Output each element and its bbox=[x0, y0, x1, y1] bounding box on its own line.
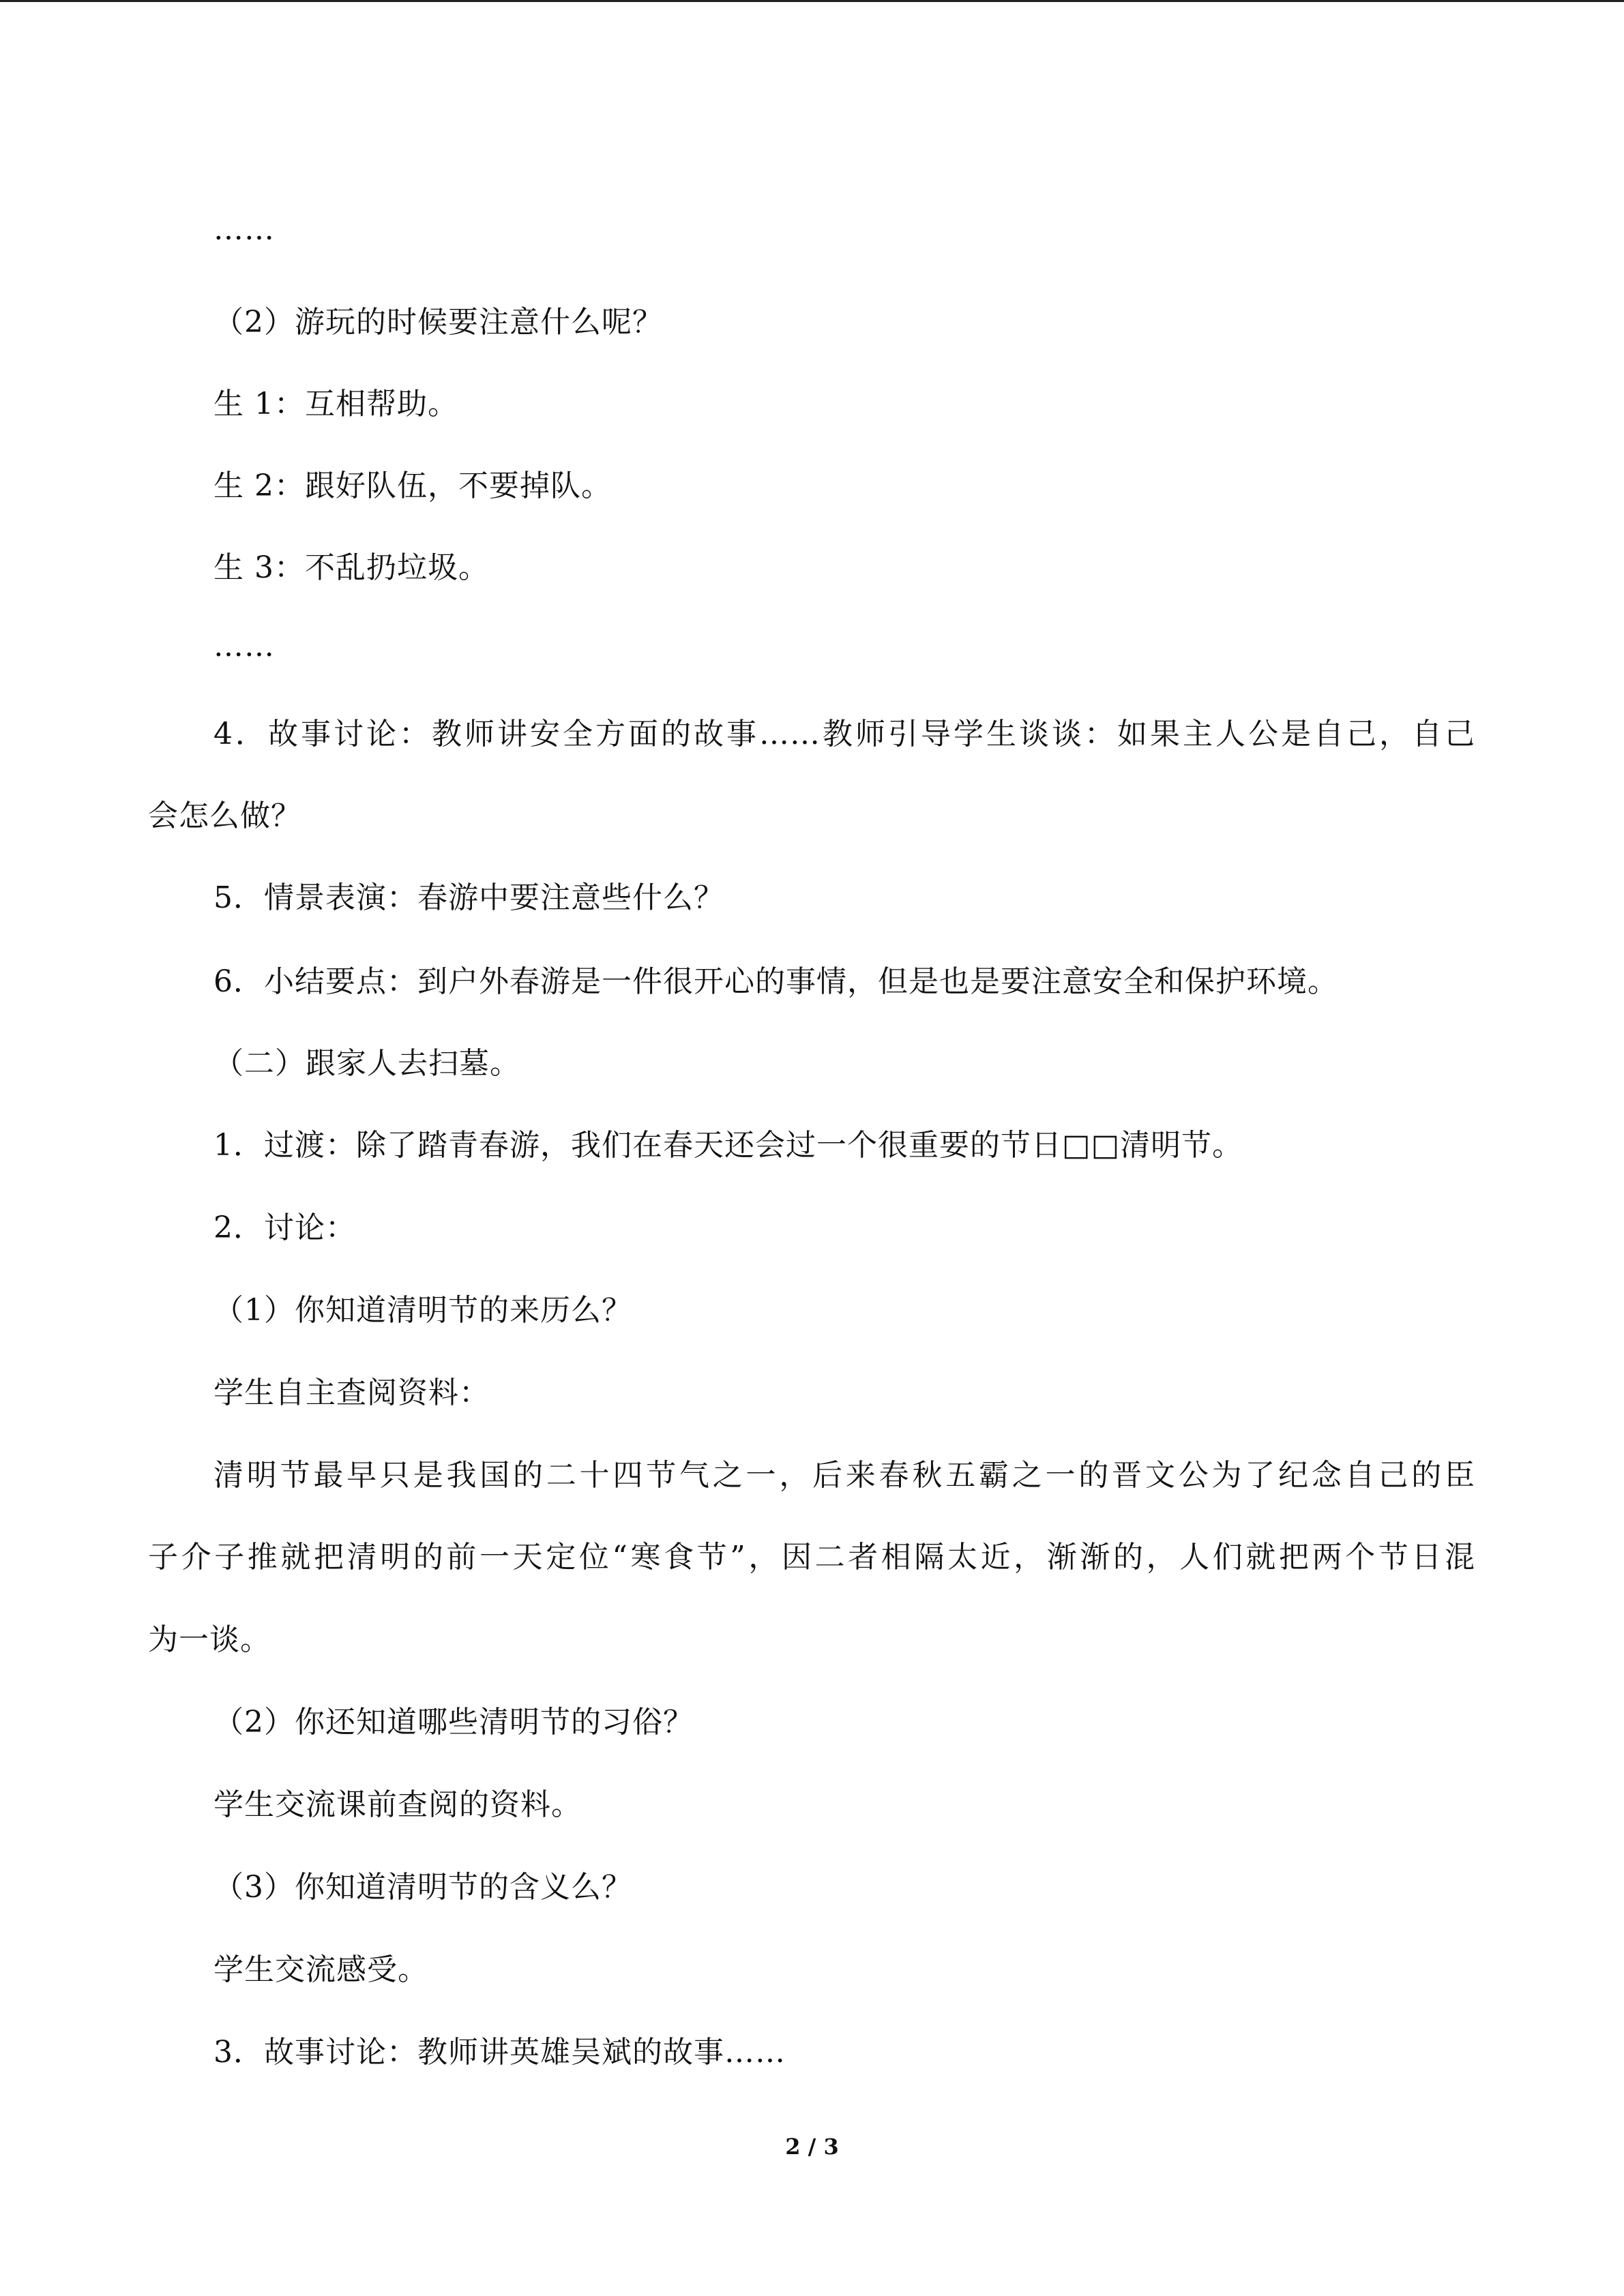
paragraph-share-materials: 学生交流课前查阅的资料。 bbox=[213, 1787, 582, 1822]
paragraph-self-research: 学生自主查阅资料： bbox=[213, 1375, 490, 1410]
paragraph-story-discussion-cont: 会怎么做？ bbox=[148, 799, 301, 833]
paragraph-student-1: 生 1：互相帮助。 bbox=[213, 387, 458, 421]
paragraph-discussion: 2．讨论： bbox=[213, 1210, 356, 1245]
paragraph-qingming-history-cont: 子介子推就把清明的前一天定位“寒食节”，因二者相隔太近，渐渐的，人们就把两个节日混 bbox=[148, 1540, 1475, 1575]
paragraph-share-feelings: 学生交流感受。 bbox=[213, 1952, 428, 1987]
paragraph-student-2: 生 2：跟好队伍，不要掉队。 bbox=[213, 468, 612, 503]
paragraph-transition: 1．过渡：除了踏青春游，我们在春天还会过一个很重要的节日□□清明节。 bbox=[213, 1128, 1243, 1163]
paragraph-question-2: （2）游玩的时候要注意什么呢？ bbox=[213, 305, 663, 340]
paragraph-question-meaning: （3）你知道清明节的含义么？ bbox=[213, 1870, 632, 1905]
paragraph-question-customs: （2）你还知道哪些清明节的习俗？ bbox=[213, 1705, 694, 1740]
paragraph-ellipsis: …… bbox=[213, 212, 275, 247]
paragraph-role-play: 5．情景表演：春游中要注意些什么？ bbox=[213, 880, 724, 915]
section-heading-tomb-sweeping: （二）跟家人去扫墓。 bbox=[213, 1046, 520, 1081]
paragraph-ellipsis: …… bbox=[213, 629, 275, 664]
page-number: 2 / 3 bbox=[785, 2134, 839, 2160]
paragraph-student-3: 生 3：不乱扔垃圾。 bbox=[213, 550, 489, 585]
paragraph-qingming-history-end: 为一谈。 bbox=[148, 1622, 271, 1657]
paragraph-qingming-history: 清明节最早只是我国的二十四节气之一，后来春秋五霸之一的晋文公为了纪念自己的臣 bbox=[213, 1458, 1475, 1493]
paragraph-story-discussion: 4．故事讨论：教师讲安全方面的故事……教师引导学生谈谈：如果主人公是自己，自己 bbox=[213, 717, 1475, 751]
paragraph-question-origin: （1）你知道清明节的来历么？ bbox=[213, 1293, 632, 1328]
paragraph-summary: 6．小结要点：到户外春游是一件很开心的事情，但是也是要注意安全和保护环境。 bbox=[213, 964, 1338, 999]
paragraph-hero-story: 3．故事讨论：教师讲英雄吴斌的故事…… bbox=[213, 2035, 786, 2070]
